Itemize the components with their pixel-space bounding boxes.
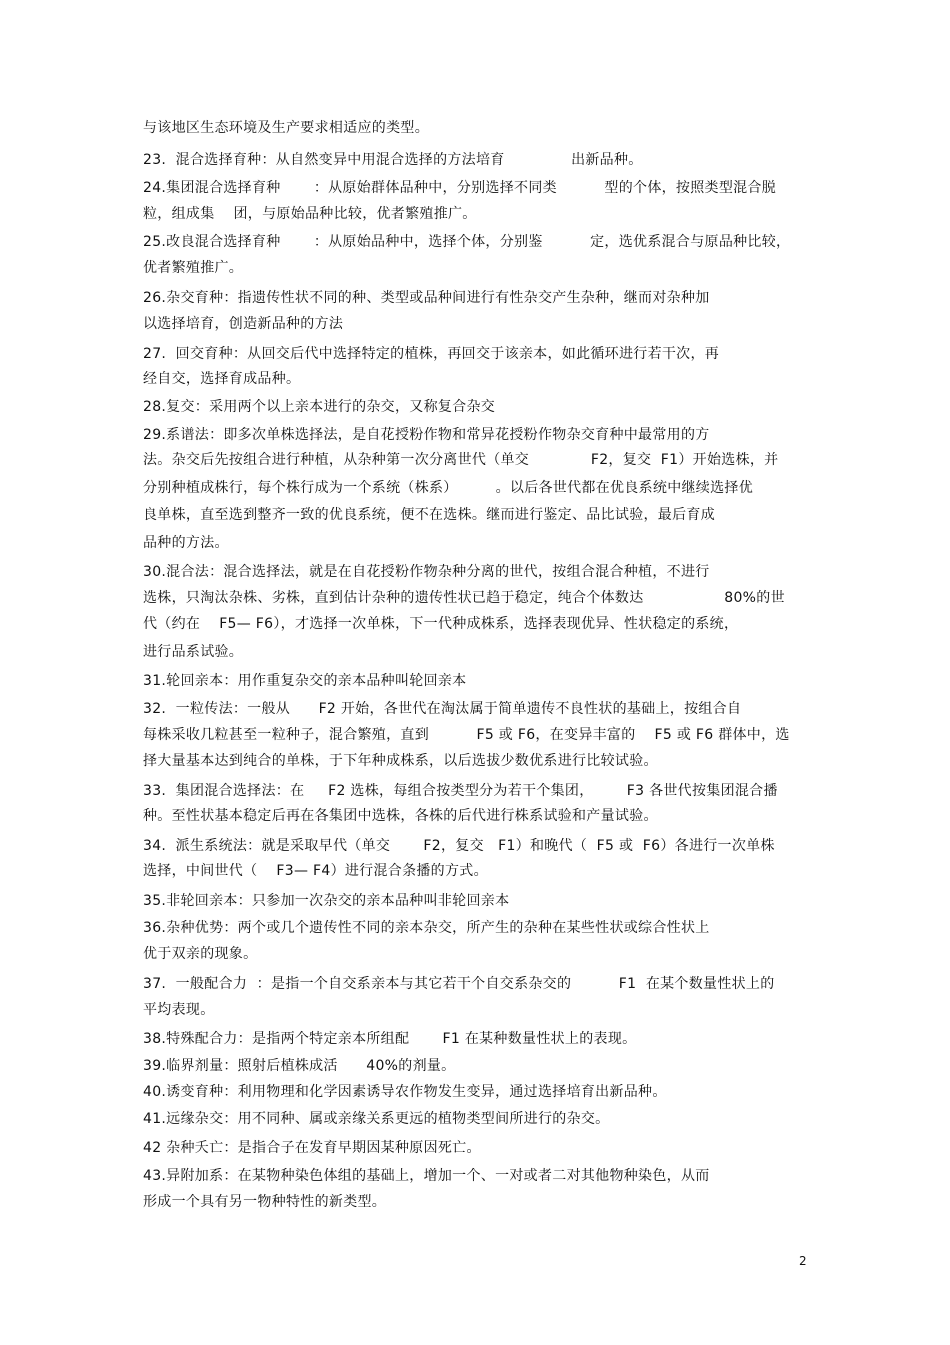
entry-40-line-1: 40.诱变育种：利用物理和化学因素诱导农作物发生变异，通过选择培育出新品种。 [143,1084,667,1100]
entry-43-line-2: 形成一个具有另一物种特性的新类型。 [143,1194,387,1210]
entry-43-line-1: 43.异附加系：在某物种染色体组的基础上，增加一个、一对或者二对其他物种染色，从而 [143,1168,710,1184]
entry-27-line-1: 27. 回交育种：从回交后代中选择特定的植株，再回交于该亲本，如此循环进行若干次，再 [143,346,720,362]
entry-24-line-2: 粒，组成集 团，与原始品种比较，优者繁殖推广。 [143,206,477,222]
entry-30-line-2: 选株，只淘汰杂株、劣株，直到估计杂种的遗传性状已趋于稳定，纯合个体数达 80%的世 [143,590,785,606]
entry-30-line-4: 进行品系试验。 [143,644,244,660]
entry-28-line-1: 28.复交：采用两个以上亲本进行的杂交，又称复合杂交 [143,399,496,415]
entry-27-line-2: 经自交，选择育成品种。 [143,371,301,387]
entry-23-line-1: 23. 混合选择育种：从自然变异中用混合选择的方法培育 出新品种。 [143,152,643,168]
entry-32-line-2: 每株采收几粒甚至一粒种子，混合繁殖，直到 F5 或 F6，在变异丰富的 F5 或 F6 群体中，选 [143,727,790,743]
entry-30-line-1: 30.混合法：混合选择法，就是在自花授粉作物杂种分离的世代，按组合混合种植，不进行 [143,564,710,580]
entry-36-line-2: 优于双亲的现象。 [143,946,258,962]
entry-32-line-3: 择大量基本达到纯合的单株，于下年种成株系，以后选拔少数优系进行比较试验。 [143,753,658,769]
entry-31-line-1: 31.轮回亲本：用作重复杂交的亲本品种叫轮回亲本 [143,673,467,689]
entry-29-line-5: 品种的方法。 [143,535,229,551]
entry-34-line-2: 选择，中间世代（ F3— F4）进行混合条播的方式。 [143,863,488,879]
entry-29-line-1: 29.系谱法：即多次单株选择法，是自花授粉作物和常异花授粉作物杂交育种中最常用的方 [143,427,710,443]
entry-29-line-3: 分别种植成株行，每个株行成为一个系统（株系） 。以后各世代都在优良系统中继续选择优 [143,480,753,496]
entry-26-line-2: 以选择培育，创造新品种的方法 [143,316,344,332]
entry-33-line-2: 种。至性状基本稳定后再在各集团中选株，各株的后代进行株系试验和产量试验。 [143,808,658,824]
entry-25-line-2: 优者繁殖推广。 [143,260,244,276]
entry-41-line-1: 41.远缘杂交：用不同种、属或亲缘关系更远的植物类型间所进行的杂交。 [143,1111,610,1127]
entry-22-cont-line-1: 与该地区生态环境及生产要求相适应的类型。 [143,120,429,136]
entry-42-line-1: 42 杂种夭亡：是指合子在发育早期因某种原因死亡。 [143,1140,481,1156]
entry-35-line-1: 35.非轮回亲本：只参加一次杂交的亲本品种叫非轮回亲本 [143,893,510,909]
entry-37-line-2: 平均表现。 [143,1002,215,1018]
entry-38-line-1: 38.特殊配合力：是指两个特定亲本所组配 F1 在某种数量性状上的表现。 [143,1031,637,1047]
entry-30-line-3: 代（约在 F5— F6），才选择一次单株，下一代种成株系，选择表现优异、性状稳定的系统， [143,616,739,632]
entry-24-line-1: 24.集团混合选择育种 ：从原始群体品种中，分别选择不同类 型的个体，按照类型混合脱 [143,180,777,196]
entry-37-line-1: 37. 一般配合力 ：是指一个自交系亲本与其它若干个自交系杂交的 F1 在某个数量性状上的 [143,976,775,992]
entry-26-line-1: 26.杂交育种：指遗传性状不同的种、类型或品种间进行有性杂交产生杂种，继而对杂种加 [143,290,710,306]
entry-34-line-1: 34. 派生系统法：就是采取早代（单交 F2，复交 F1）和晚代（ F5 或 F6）各进行一次单株 [143,838,775,854]
entry-25-line-1: 25.改良混合选择育种 ：从原始品种中，选择个体，分别鉴 定，选优系混合与原品种比较， [143,234,791,250]
entry-29-line-4: 良单株，直至选到整齐一致的优良系统，便不在选株。继而进行鉴定、品比试验，最后育成 [143,507,715,523]
page-number: 2 [799,1254,807,1268]
entry-39-line-1: 39.临界剂量：照射后植株成活 40%的剂量。 [143,1058,456,1074]
entry-32-line-1: 32. 一粒传法：一般从 F2 开始，各世代在淘汰属于简单遗传不良性状的基础上，按组合自 [143,701,742,717]
entry-29-line-2: 法。杂交后先按组合进行种植，从杂种第一次分离世代（单交 F2，复交 F1）开始选株，并 [143,452,779,468]
entry-36-line-1: 36.杂种优势：两个或几个遗传性不同的亲本杂交，所产生的杂种在某些性状或综合性状上 [143,920,710,936]
entry-33-line-1: 33. 集团混合选择法：在 F2 选株，每组合按类型分为若干个集团， F3 各世代按集团混合播 [143,783,778,799]
